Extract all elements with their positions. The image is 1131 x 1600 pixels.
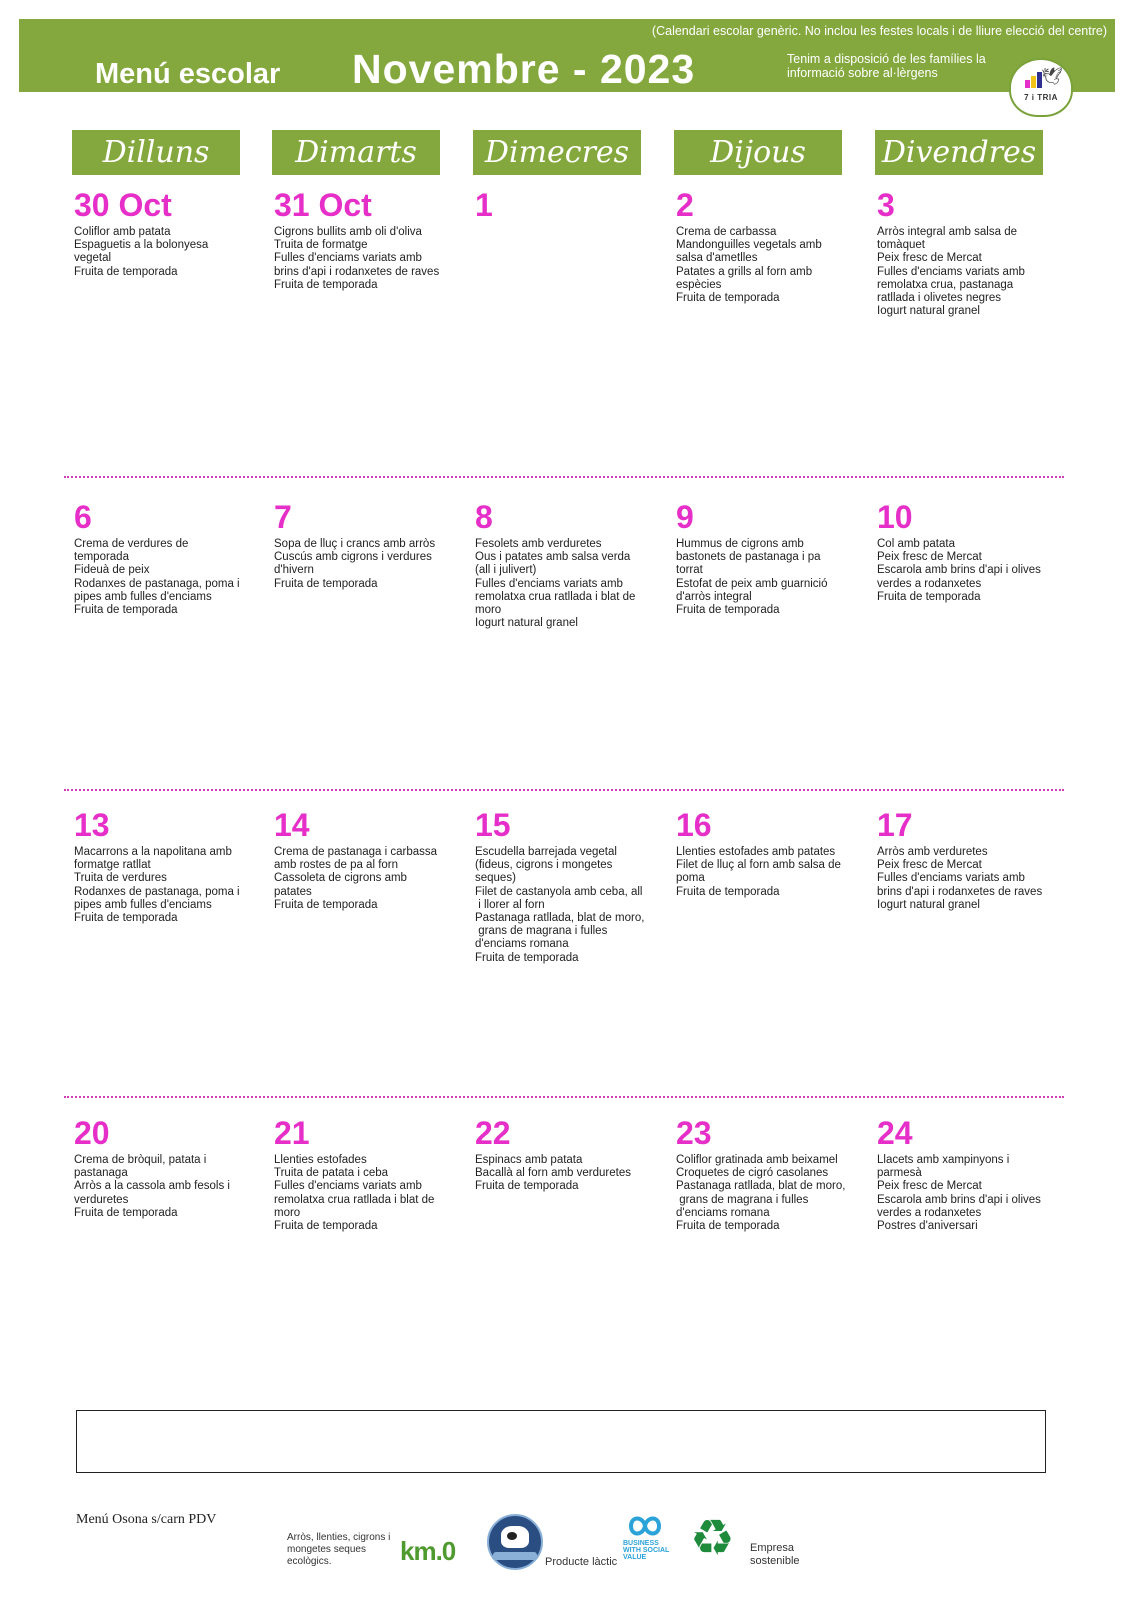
week-separator [64,789,1064,791]
day-menu: Crema de carbassa Mandonguilles vegetals amb salsa d'ametlles Patates a grills al forn amb espècies Fruita de temporada [676,226,822,305]
7itria-logo [1009,58,1073,117]
calendar-day [475,1116,660,1194]
day-menu: Coliflor gratinada amb beixamel Croquetes de cigró casolanes Pastanaga ratllada, blat de moro, grans de magrana i fulles d'enciams romana Fruita de temporada [676,1154,846,1233]
day-number: 22 [475,1115,511,1151]
weekday-header-dimarts: Dimarts [272,130,440,175]
calendar-day [74,188,259,279]
calendar-day [274,500,459,591]
menu-label: Menú escolar [95,58,281,90]
calendar-day [877,808,1062,912]
calendar-day [274,188,459,292]
day-number: 3 [877,187,895,223]
day-number: 23 [676,1115,712,1151]
sustainable-label: Empresa sostenible [750,1542,800,1567]
week-separator [64,1096,1064,1098]
day-menu: Crema de verdures de temporada Fideuà de peix Rodanxes de pastanaga, poma i pipes amb fulles d'enciams Fruita de temporada [74,538,240,617]
calendar-day [475,500,660,630]
dairy-label: Producte làctic [545,1556,618,1568]
calendar-day [877,1116,1062,1233]
day-menu: Col amb patata Peix fresc de Mercat Escarola amb brins d'api i olives verdes a rodanxetes Fruita de temporada [877,538,1041,603]
calendar-disclaimer: (Calendari escolar genèric. No inclou les festes locals i de lliure elecció del centre) [651,24,1107,38]
day-menu: Llacets amb xampinyons i parmesà Peix fresc de Mercat Escarola amb brins d'api i olives verdes a rodanxetes Postres d'aniversari [877,1154,1041,1233]
day-number: 1 [475,187,493,223]
weekday-header-dilluns: Dilluns [72,130,240,175]
day-number: 9 [676,499,694,535]
day-menu: Sopa de lluç i crancs amb arròs Cuscús amb cigrons i verdures d'hivern Fruita de temporada [274,538,436,590]
day-number: 10 [877,499,913,535]
day-number: 30 Oct [74,187,172,223]
day-menu: Cigrons bullits amb oli d'oliva Truita de formatge Fulles d'enciams variats amb brins d'api i rodanxetes de raves Fruita de temporada [274,226,440,291]
calendar-day [676,500,861,617]
weekday-header-divendres: Divendres [875,130,1043,175]
header-banner [19,19,1115,92]
day-number: 31 Oct [274,187,372,223]
week-separator [64,476,1064,478]
day-number: 16 [676,807,712,843]
calendar-day [676,808,861,899]
day-menu: Coliflor amb patata Espaguetis a la bolonyesa vegetal Fruita de temporada [74,226,209,278]
calendar-day [74,1116,259,1220]
calendar-day [475,188,660,226]
km0-icon: km.0 [400,1536,456,1566]
calendar-day [74,808,259,925]
social-value-label: BUSINESS WITH SOCIAL VALUE [623,1540,670,1561]
day-number: 8 [475,499,493,535]
day-number: 17 [877,807,913,843]
day-number: 14 [274,807,310,843]
day-menu: Crema de pastanaga i carbassa amb rostes de pa al forn Cassoleta de cigrons amb patates Fruita de temporada [274,846,438,911]
calendar-day [74,500,259,617]
weekday-header-dimecres: Dimecres [473,130,641,175]
day-number: 24 [877,1115,913,1151]
calendar-day [676,188,861,305]
calendar-day [274,808,459,912]
day-number: 20 [74,1115,110,1151]
day-menu: Arròs amb verduretes Peix fresc de Mercat Fulles d'enciams variats amb brins d'api i rodanxetes de raves Iogurt natural granel [877,846,1043,911]
menu-code: Menú Osona s/carn PDV [76,1512,217,1527]
calendar-day [475,808,660,965]
bird-icon: 🕊 [1041,67,1063,87]
day-menu: Hummus de cigrons amb bastonets de pastanaga i pa torrat Estofat de peix amb guarnició d'arròs integral Fruita de temporada [676,538,828,617]
day-number: 2 [676,187,694,223]
calendar-day [877,500,1062,604]
notes-box [76,1410,1046,1473]
day-menu: Macarrons a la napolitana amb formatge ratllat Truita de verdures Rodanxes de pastanaga, poma i pipes amb fulles d'enciams Fruita de temporada [74,846,240,925]
day-number: 15 [475,807,511,843]
day-menu: Fesolets amb verduretes Ous i patates amb salsa verda (all i julivert) Fulles d'enciams variats amb remolatxa crua ratllada i blat de moro Iogurt natural granel [475,538,636,630]
recycle-icon: ♻ [690,1509,735,1567]
eco-legumes-note: Arròs, llenties, cigrons i mongetes seques ecològics. [287,1532,391,1567]
day-number: 7 [274,499,292,535]
day-menu: Escudella barrejada vegetal (fideus, cigrons i mongetes seques) Filet de castanyola amb ceba, all i llorer al forn Pastanaga ratllada, blat de moro, grans de magrana i fulles d'enciams romana Fruita de temporada [475,846,645,964]
weekday-header-dijous: Dijous [674,130,842,175]
day-menu: Arròs integral amb salsa de tomàquet Peix fresc de Mercat Fulles d'enciams variats amb remolatxa crua, pastanaga ratllada i olivetes negres Iogurt natural granel [877,226,1025,318]
month-title: Novembre - 2023 [352,46,696,92]
allergen-note: Tenim a disposició de les famílies la informació sobre al·lèrgens [787,52,986,80]
day-menu: Espinacs amb patata Bacallà al forn amb verduretes Fruita de temporada [475,1154,631,1193]
day-menu: Crema de bròquil, patata i pastanaga Arròs a la cassola amb fesols i verduretes Fruita de temporada [74,1154,230,1219]
day-number: 13 [74,807,110,843]
logo-text: 7 i TRIA [1024,93,1058,102]
day-menu: Llenties estofades Truita de patata i ceba Fulles d'enciams variats amb remolatxa crua ratllada i blat de moro Fruita de temporada [274,1154,435,1233]
day-number: 6 [74,499,92,535]
day-number: 21 [274,1115,310,1151]
calendar-day [676,1116,861,1233]
day-menu: Llenties estofades amb patates Filet de lluç al forn amb salsa de poma Fruita de temporada [676,846,841,898]
calendar-day [274,1116,459,1233]
dairy-cow-icon [487,1514,543,1570]
calendar-day [877,188,1062,318]
